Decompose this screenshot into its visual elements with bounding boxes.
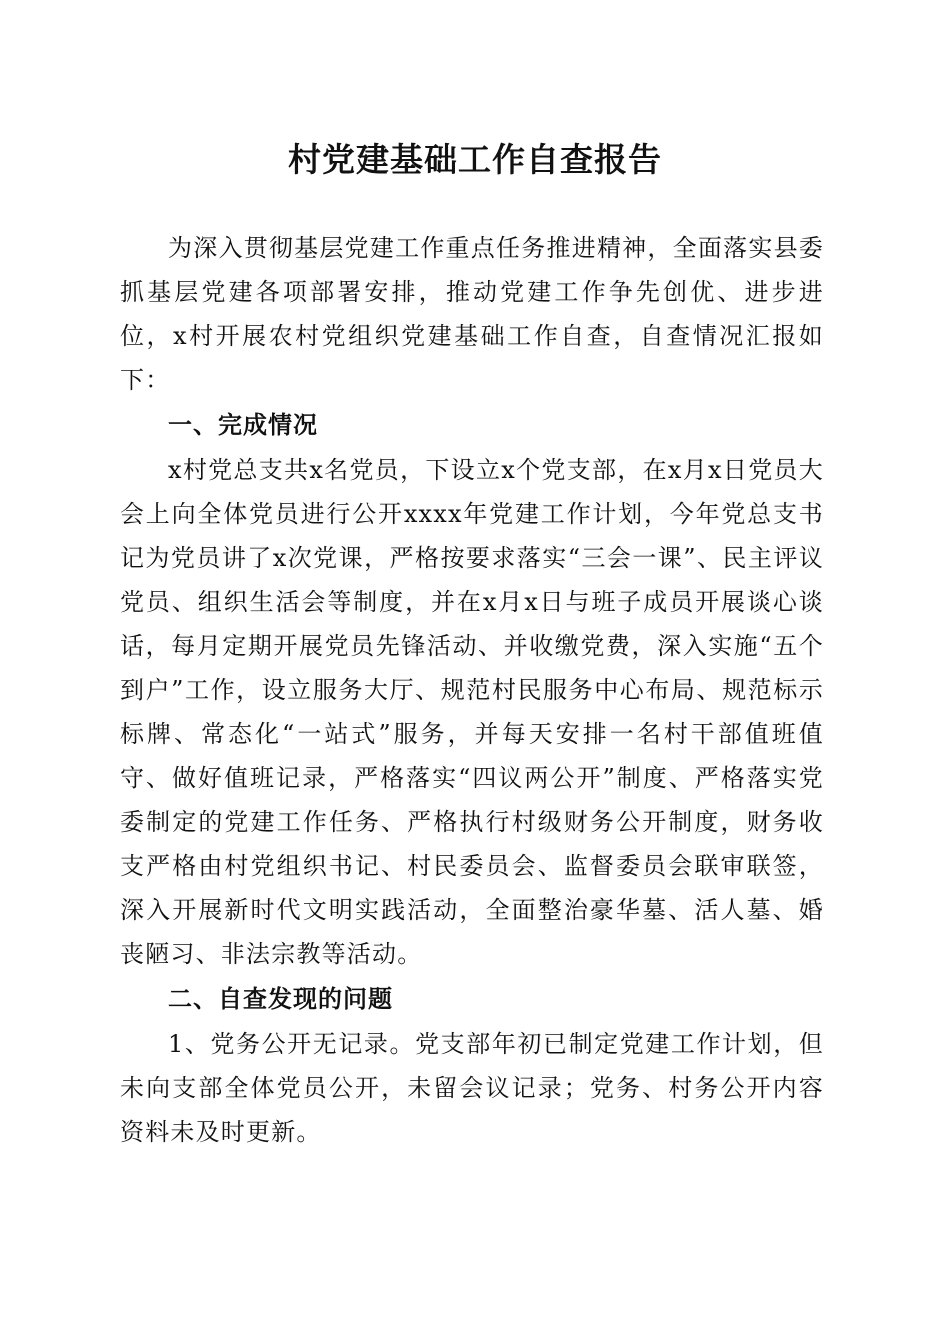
- intro-paragraph: 为深入贯彻基层党建工作重点任务推进精神，全面落实县委抓基层党建各项部署安排，推动党建工作争先创优、进步进位，x村开展农村党组织党建基础工作自查，自查情况汇报如下：: [120, 234, 824, 394]
- document-body: [120, 226, 824, 1155]
- issue-paragraph-1: 1、党务公开无记录。党支部年初已制定党建工作计划，但未向支部全体党员公开，未留会议记录；党务、村务公开内容资料未及时更新。: [120, 1030, 824, 1146]
- completion-paragraph: x村党总支共x名党员，下设立x个党支部，在x月x日党员大会上向全体党员进行公开xxxx年党建工作计划，今年党总支书记为党员讲了x次党课，严格按要求落实“三会一课”、民主评议党员、组织生活会等制度，并在x月x日与班子成员开展谈心谈话，每月定期开展党员先锋活动、并收缴党费，深入实施“五个到户”工作，设立服务大厅、规范村民服务中心布局、规范标示标牌、常态化“一站式”服务，并每天安排一名村干部值班值守、做好值班记录，严格落实“四议两公开”制度、严格落实党委制定的党建工作任务、严格执行村级财务公开制度，财务收支严格由村党组织书记、村民委员会、监督委员会联审联签，深入开展新时代文明实践活动，全面整治豪华墓、活人墓、婚丧陋习、非法宗教等活动。: [120, 456, 824, 968]
- section-heading-completion: 一、完成情况: [168, 411, 318, 439]
- document-title: 村党建基础工作自查报告: [288, 140, 662, 179]
- section-heading-issues: 二、自查发现的问题: [168, 985, 393, 1013]
